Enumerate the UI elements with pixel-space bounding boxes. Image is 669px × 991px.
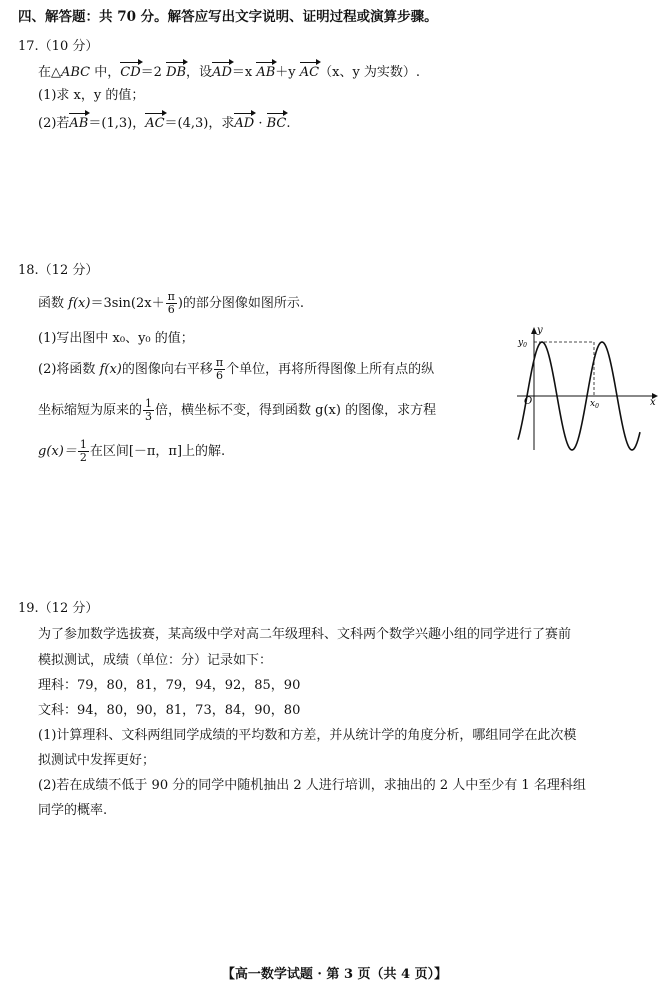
vector-db: DB xyxy=(166,61,186,82)
q19-part-2-line-2: 同学的概率. xyxy=(38,803,108,818)
q19-line-2: 模拟测试，成绩（单位：分）记录如下： xyxy=(38,653,273,668)
q18-label: 18.（12 分） xyxy=(18,263,99,278)
y-axis-label: y xyxy=(537,325,543,336)
q19-science-scores: 理科：79，80，81，79，94，92，85，90 xyxy=(38,678,301,693)
vector-ab: AB xyxy=(256,61,275,82)
q19-line-1: 为了参加数学选拔赛，某高级中学对高二年级理科、文科两个数学兴趣小组的同学进行了赛前 xyxy=(38,627,572,642)
y0-label: $y_0$ xyxy=(518,338,527,349)
q18-part-2-line-3: g(x)＝ $\frac{1}{2}$ 在区间[－π，π]上的解. xyxy=(38,438,226,464)
x0-label: $x_0$ xyxy=(590,399,599,410)
fraction-pi-over-6: $\frac{\pi}{6}$ xyxy=(167,290,175,316)
q19-arts-scores: 文科：94，80，90，81，73，84，90，80 xyxy=(38,703,301,718)
q17-label: 17.（10 分） xyxy=(18,39,99,54)
q19-part-1-line-1: (1)计算理科、文科两组同学成绩的平均数和方差，并从统计学的角度分析，哪组同学在此次模 xyxy=(38,728,577,743)
vector-ac: AC xyxy=(300,61,319,82)
q18-stem: 函数 f(x)＝3sin(2x＋ $\frac{\pi}{6}$ )的部分图像如图所示. xyxy=(38,290,305,316)
q17-part-2: (2)若AB＝(1,3)，AC＝(4,3)，求AD · BC. xyxy=(38,112,290,133)
page-footer: 【高一数学试题 · 第 3 页（共 4 页）】 xyxy=(221,967,448,982)
q18-part-1: (1)写出图中 x₀、y₀ 的值； xyxy=(38,331,194,346)
origin-label: O xyxy=(524,396,533,407)
section-header: 四、解答题：共 70 分。解答应写出文字说明、证明过程或演算步骤。 xyxy=(18,9,438,25)
q17-stem: 在△ABC 中，CD＝2 DB，设AD＝x AB＋y AC（x、y 为实数）. xyxy=(38,61,420,82)
vector-cd: CD xyxy=(120,61,140,82)
x-axis-label: x xyxy=(650,397,656,408)
q17-part-1: (1)求 x，y 的值； xyxy=(38,88,145,103)
vector-ad: AD xyxy=(212,61,232,82)
q18-part-2-line-2: 坐标缩短为原来的 $\frac{1}{3}$ 倍，横坐标不变，得到函数 g(x) 的图像，求方程 xyxy=(38,397,437,423)
q19-label: 19.（12 分） xyxy=(18,601,99,616)
sine-graph xyxy=(512,322,662,454)
q19-part-2-line-1: (2)若在成绩不低于 90 分的同学中随机抽出 2 人进行培训，求抽出的 2 人中至少有 1 名理科组 xyxy=(38,778,586,793)
q19-part-1-line-2: 拟测试中发挥更好； xyxy=(38,753,156,768)
q18-part-2-line-1: (2)将函数 f(x)的图像向右平移 $\frac{\pi}{6}$ 个单位，再将所得图像上所有点的纵 xyxy=(38,356,435,382)
